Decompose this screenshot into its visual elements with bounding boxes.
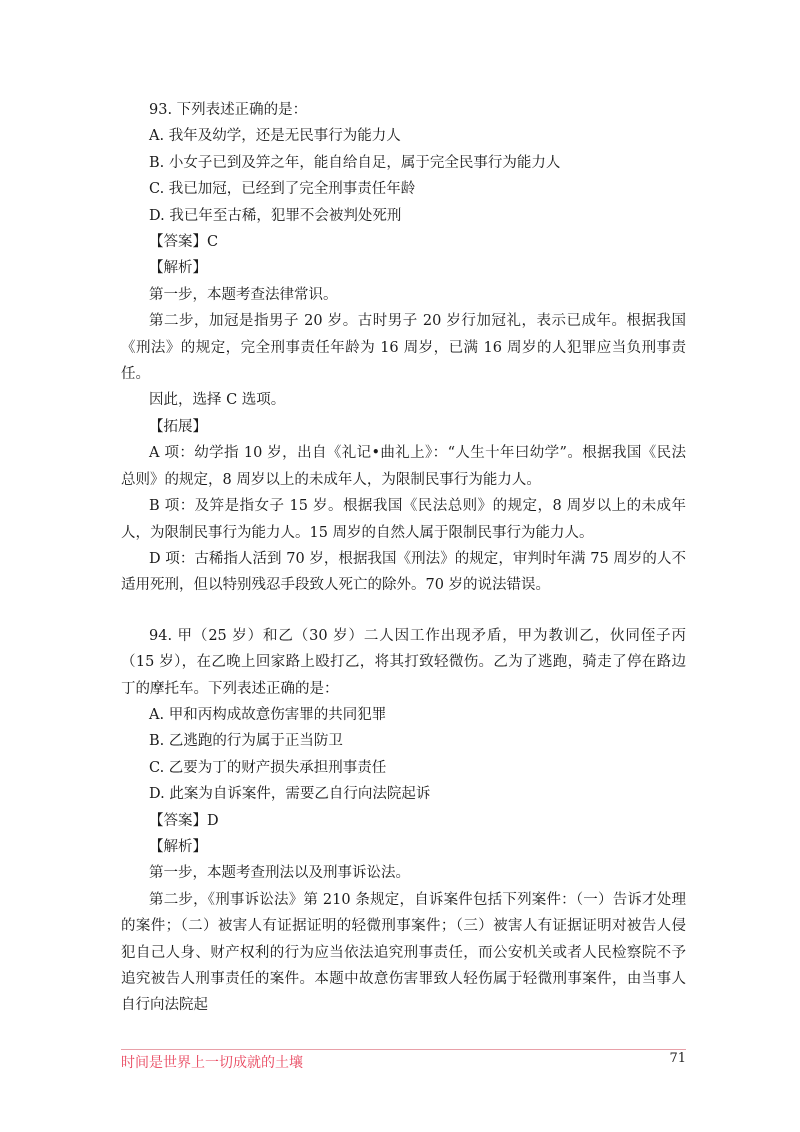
q93-answer: 【答案】C (149, 234, 219, 251)
q93-analysis-conclusion: 因此，选择 C 选项。 (149, 392, 286, 409)
q94-option-d: D. 此案为自诉案件，需要乙自行向法院起诉 (149, 786, 431, 803)
q93-option-a: A. 我年及幼学，还是无民事行为能力人 (149, 128, 401, 145)
question-separator (121, 599, 686, 623)
q94-analysis-label: 【解析】 (149, 838, 207, 855)
document-body (121, 97, 686, 1019)
q93-option-b: B. 小女子已到及笄之年，能自给自足，属于完全民事行为能力人 (149, 154, 561, 171)
page-number: 71 (669, 1051, 686, 1066)
q93-option-d: D. 我已年至古稀，犯罪不会被判处死刑 (149, 207, 402, 224)
q93-extension-b: B 项：及笄是指女子 15 岁。根据我国《民法总则》的规定，8 周岁以上的未成年人，为限制民事行为能力人。15 周岁的自然人属于限制民事行为能力人。 (121, 498, 686, 541)
q93-analysis-step2: 第二步，加冠是指男子 20 岁。古时男子 20 岁行加冠礼，表示已成年。根据我国《刑法》的规定，完全刑事责任年龄为 16 周岁，已满 16 周岁的人犯罪应当负刑事责任。 (121, 313, 686, 383)
footer-slogan: 时间是世界上一切成就的土壤 (121, 1055, 303, 1071)
q94-analysis-step1: 第一步，本题考查刑法以及刑事诉讼法。 (149, 865, 410, 882)
q93-extension-a: A 项：幼学指 10 岁，出自《礼记•曲礼上》：“人生十年曰幼学”。根据我国《民法总则》的规定，8 周岁以上的未成年人，为限制民事行为能力人。 (121, 445, 686, 488)
q94-stem: 94. 甲（25 岁）和乙（30 岁）二人因工作出现矛盾，甲为教训乙，伙同侄子丙（15 岁），在乙晚上回家路上殴打乙，将其打致轻微伤。乙为了逃跑，骑走了停在路边丁的摩托车。下列表述正确的是： (121, 627, 686, 697)
q93-extension-d: D 项：古稀指人活到 70 岁，根据我国《刑法》的规定，审判时年满 75 周岁的人不适用死刑，但以特别残忍手段致人死亡的除外。70 岁的说法错误。 (121, 550, 686, 594)
q94-analysis-step2: 第二步，《刑事诉讼法》第 210 条规定，自诉案件包括下列案件：（一）告诉才处理的案件；（二）被害人有证据证明的轻微刑事案件；（三）被害人有证据证明对被告人侵犯自己人身、财产权利的行为应当依法追究刑事责任，而公安机关或者人民检察院不予追究被告人刑事责任的案件。本题中故意伤害罪致人轻伤属于轻微刑事案件，由当事人自行向法院起 (121, 891, 686, 1014)
q94-option-b: B. 乙逃跑的行为属于正当防卫 (149, 733, 343, 750)
q93-analysis-label: 【解析】 (149, 260, 207, 277)
q94-answer: 【答案】D (149, 812, 219, 829)
q93-option-c: C. 我已加冠，已经到了完全刑事责任年龄 (149, 181, 416, 198)
footer-divider (121, 1049, 686, 1050)
q93-extension-label: 【拓展】 (149, 418, 207, 435)
q93-stem: 93. 下列表述正确的是： (149, 102, 308, 118)
q93-analysis-step1: 第一步，本题考查法律常识。 (149, 286, 338, 303)
q94-option-a: A. 甲和丙构成故意伤害罪的共同犯罪 (149, 706, 387, 723)
q94-option-c: C. 乙要为丁的财产损失承担刑事责任 (149, 759, 387, 776)
